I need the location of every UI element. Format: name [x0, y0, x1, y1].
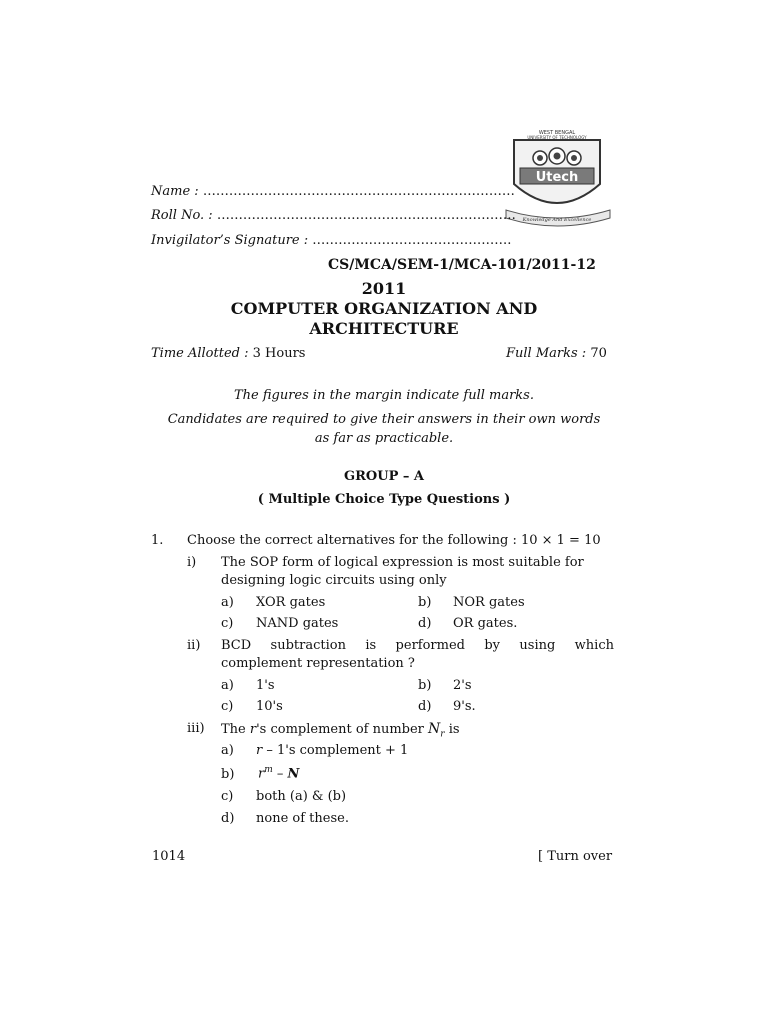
item-3-text-pre: The — [221, 722, 250, 737]
time-label: Time Allotted : — [151, 346, 249, 361]
item-2-text-line-1: BCD subtraction is performed by using which — [221, 638, 614, 653]
invigilator-field — [151, 233, 511, 248]
title-line-1: COMPUTER ORGANIZATION AND — [230, 299, 538, 318]
invigilator-label: Invigilator’s Signature : — [151, 233, 309, 248]
roll-field — [151, 208, 516, 223]
title-line-2: ARCHITECTURE — [309, 319, 459, 338]
item-3-option-c: both (a) & (b) — [256, 789, 347, 804]
roll-dots: …………………………………………………………… — [216, 208, 516, 223]
item-1-option-d: OR gates. — [453, 616, 518, 631]
item-2-option-b: 2's — [453, 678, 472, 693]
item-3-text-mid: 's complement of number — [256, 722, 429, 737]
item-2-option-b-key: b) — [418, 678, 432, 693]
group-title: GROUP – A — [344, 469, 424, 484]
item-2-text-line-2: complement representation ? — [221, 656, 415, 671]
item-1-option-b: NOR gates — [453, 595, 525, 610]
item-3-text-post: is — [444, 722, 460, 737]
name-label: Name : — [151, 184, 199, 199]
marks-value: 70 — [590, 346, 607, 361]
question-number: 1. — [151, 533, 164, 548]
instruction-line-1: The figures in the margin indicate full marks. — [233, 388, 534, 403]
logo-top-text: WEST BENGAL — [538, 130, 576, 136]
item-2-option-a: 1's — [256, 678, 275, 693]
full-marks — [506, 346, 607, 361]
name-dots: ……………………………………………………………… — [202, 184, 515, 199]
item-3-option-b-N: N — [287, 766, 300, 782]
item-3-option-b-sup: m — [264, 765, 273, 775]
turn-over: [ Turn over — [538, 849, 613, 864]
item-3-option-a-text: – 1's complement + 1 — [262, 743, 409, 758]
item-2-option-c-key: c) — [221, 699, 234, 714]
item-1-option-b-key: b) — [418, 595, 432, 610]
question-stem: Choose the correct alternatives for the following : 10 × 1 = 10 — [187, 533, 601, 548]
item-3-r-symbol: r — [249, 722, 257, 737]
instruction-line-3: as far as practicable. — [314, 431, 454, 446]
item-3-text — [221, 721, 460, 740]
logo-motto-text: Knowledge And Excellence — [522, 217, 592, 223]
item-3-option-b — [258, 765, 299, 781]
item-3-option-b-r: r — [258, 766, 265, 782]
item-3-option-a-key: a) — [221, 743, 234, 758]
item-1-text-line-2: designing logic circuits using only — [221, 573, 447, 588]
item-1-option-a-key: a) — [221, 595, 234, 610]
item-3-N-subscript: r — [440, 729, 445, 740]
footer-code: 1014 — [152, 849, 186, 864]
item-2-option-c: 10's — [256, 699, 283, 714]
item-1-text-line-1: The SOP form of logical expression is most suitable for — [221, 555, 584, 570]
item-2-option-a-key: a) — [221, 678, 234, 693]
item-1-option-a: XOR gates — [256, 595, 326, 610]
item-2-option-d: 9's. — [453, 699, 476, 714]
marks-label: Full Marks : — [506, 346, 587, 361]
logo-banner-text: Utech — [535, 170, 579, 185]
logo-arc-text: UNIVERSITY OF TECHNOLOGY — [527, 135, 587, 140]
time-allotted — [151, 346, 305, 361]
item-2-number: ii) — [187, 638, 201, 653]
exam-year: 2011 — [361, 279, 407, 298]
roll-label: Roll No. : — [151, 208, 213, 223]
item-1-option-c-key: c) — [221, 616, 234, 631]
item-3-N-symbol: N — [428, 721, 441, 737]
item-1-option-d-key: d) — [418, 616, 432, 631]
item-3-option-a-r: r — [256, 743, 263, 758]
paper-code: CS/MCA/SEM-1/MCA-101/2011-12 — [328, 257, 596, 273]
invigilator-dots: ………………………………………. — [312, 233, 512, 248]
time-value: 3 Hours — [252, 346, 306, 361]
item-1-option-c: NAND gates — [256, 616, 339, 631]
group-subtitle: ( Multiple Choice Type Questions ) — [257, 492, 511, 507]
name-field — [151, 184, 515, 199]
item-3-option-d-key: d) — [221, 811, 235, 826]
item-3-option-b-key: b) — [221, 767, 235, 782]
item-2-option-d-key: d) — [418, 699, 432, 714]
item-3-number: iii) — [187, 721, 205, 736]
item-3-option-a — [256, 743, 408, 758]
item-3-option-c-key: c) — [221, 789, 234, 804]
item-3-option-d: none of these. — [256, 811, 349, 826]
item-3-option-b-text: – — [272, 766, 288, 782]
instruction-line-2: Candidates are required to give their answers in their own words — [167, 412, 601, 427]
item-1-number: i) — [187, 555, 197, 570]
